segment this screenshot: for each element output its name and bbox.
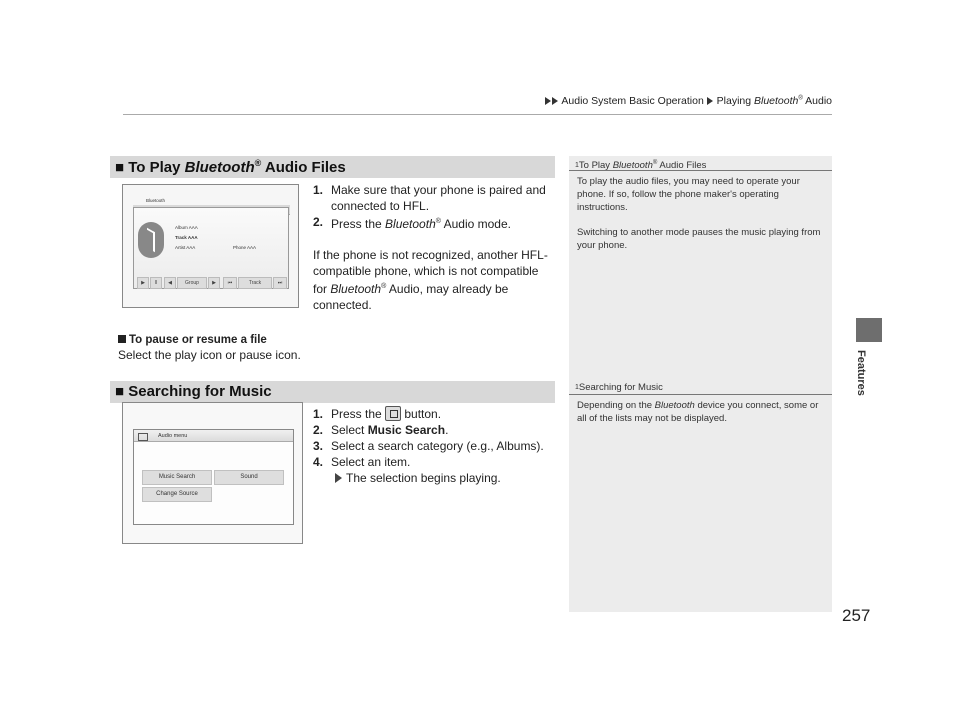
subhead-marker: [118, 335, 126, 343]
note-paragraph: Depending on the Bluetooth device you connect, some or all of the lists may not be displayed.: [577, 400, 819, 424]
section-header-searching-music: ■ Searching for Music: [110, 381, 555, 403]
track-next-icon[interactable]: ⏭: [273, 277, 287, 289]
group-prev-icon[interactable]: ◀: [164, 277, 176, 289]
screen-row-artist: Artist AAA: [175, 245, 196, 250]
screen-row-phone: Phone AAA: [233, 245, 257, 250]
bluetooth-audio-screen-image: [122, 184, 299, 308]
step-item: 1. Press the button.: [313, 407, 442, 421]
result-arrow-icon: [335, 473, 342, 483]
group-next-icon[interactable]: ▶: [208, 277, 220, 289]
note-title: 1Searching for Music: [569, 381, 832, 395]
pause-icon[interactable]: II: [150, 277, 162, 289]
step-item: 3. Select a search category (e.g., Albums).: [313, 439, 544, 453]
track-prev-icon[interactable]: ⏮: [223, 277, 237, 289]
screen-row-album: Album AAA: [175, 225, 198, 230]
note-paragraph: Switching to another mode pauses the music playing from your phone.: [577, 227, 821, 251]
step-result: The selection begins playing.: [313, 470, 553, 486]
change-source-button[interactable]: Change Source: [142, 487, 212, 502]
play-icon[interactable]: ▶: [137, 277, 149, 289]
step-item: 1. Make sure that your phone is paired and connected to HFL.: [313, 183, 546, 213]
subhead-pause-resume: To pause or resume a file: [118, 334, 267, 346]
chapter-tab-label: Features: [855, 350, 867, 396]
screen-controls: [137, 277, 288, 289]
screen-source-label: Bluetooth: [146, 198, 166, 203]
subhead-body: Select the play icon or pause icon.: [118, 348, 301, 362]
page-number: 257: [842, 606, 871, 625]
section1-paragraph: If the phone is not recognized, another HFL-compatible phone, which is not compatible for Bluetooth® Audio, may already be connected.: [313, 248, 548, 312]
group-label: Group: [177, 277, 207, 289]
breadcrumb-arrow-icon: [545, 97, 551, 105]
step-item: 2. Select Music Search.: [313, 423, 449, 437]
bluetooth-icon: [138, 222, 164, 258]
section-header-play-bluetooth: ■ To Play Bluetooth® Audio Files: [110, 156, 555, 178]
breadcrumb-item-1[interactable]: Audio System Basic Operation: [561, 95, 704, 107]
audio-menu-screen-image: [122, 402, 303, 544]
step-item: 2. Press the Bluetooth® Audio mode.: [313, 215, 511, 231]
music-search-button[interactable]: Music Search: [142, 470, 212, 485]
note-paragraph: To play the audio files, you may need to operate your phone. If so, follow the phone maker's operating instructions.: [577, 176, 800, 213]
note-searching-music: [569, 381, 832, 425]
screen-row-track: Track AAA: [175, 235, 198, 240]
chapter-tab-marker: [856, 318, 882, 342]
header-rule: [123, 114, 832, 115]
breadcrumb-arrow-icon: [552, 97, 558, 105]
audio-menu-title: Audio menu: [134, 430, 293, 442]
breadcrumb-arrow-icon: [707, 97, 713, 105]
screen-display: [133, 429, 294, 525]
step-item: 4. Select an item.: [313, 455, 411, 469]
section2-steps: [313, 406, 553, 486]
sound-button[interactable]: Sound: [214, 470, 284, 485]
breadcrumb-item-2[interactable]: Playing Bluetooth® Audio: [716, 95, 832, 107]
track-label: Track: [238, 277, 272, 289]
section1-steps: [313, 182, 553, 313]
note-title: 1To Play Bluetooth® Audio Files: [569, 157, 832, 171]
breadcrumb: [545, 95, 832, 107]
menu-button-icon: [385, 406, 401, 421]
note-play-bluetooth: [569, 157, 832, 252]
